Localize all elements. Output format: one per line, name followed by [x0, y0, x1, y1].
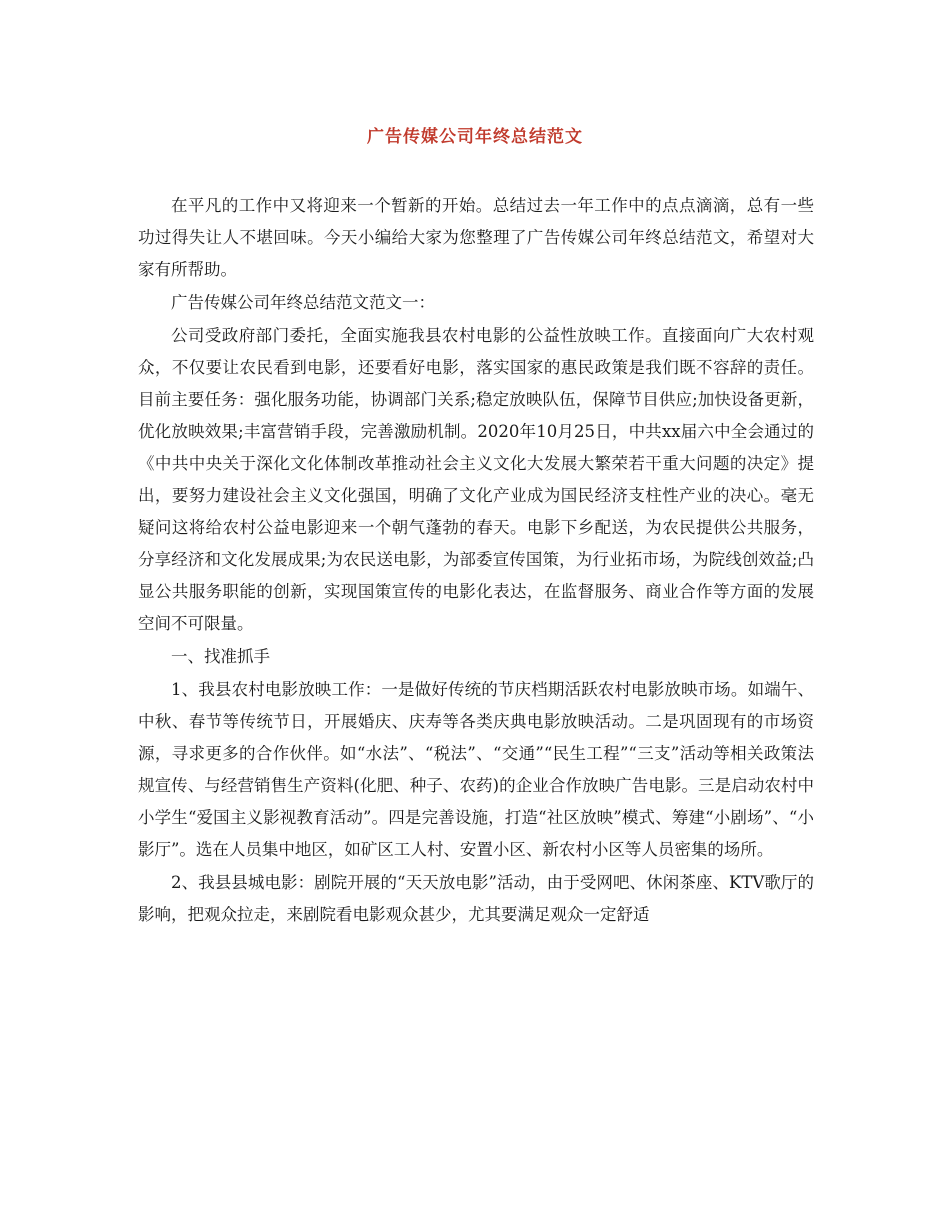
- paragraph-county: 2、我县县城电影：剧院开展的“天天放电影”活动，由于受网吧、休闲茶座、KTV歌厅的影响，把观众拉走，来剧院看电影观众甚少，尤其要满足观众一定舒适: [138, 873, 814, 924]
- paragraph-main: 公司受政府部门委托，全面实施我县农村电影的公益性放映工作。直接面向广大农村观众，不仅要让农民看到电影，还要看好电影，落实国家的惠民政策是我们既不容辞的责任。目前主要任务：强化服务功能，协调部门关系;稳定放映队伍，保障节目供应;加快设备更新，优化放映效果;丰富营销手段，完善激励机制。2020年10月25日，中共xx届六中全会通过的《中共中央关于深化文化体制改革推动社会主义文化大发展大繁荣若干重大问题的决定》提出，要努力建设社会主义文化强国，明确了文化产业成为国民经济支柱性产业的决心。毫无疑问这将给农村公益电影迎来一个朝气蓬勃的春天。电影下乡配送，为农民提供公共服务，分享经济和文化发展成果;为农民送电影，为部委宣传国策，为行业拓市场，为院线创效益;凸显公共服务职能的创新，实现国策宣传的电影化表达，在监督服务、商业合作等方面的发展空间不可限量。: [138, 326, 814, 633]
- paragraph-rural: 1、我县农村电影放映工作：一是做好传统的节庆档期活跃农村电影放映市场。如端午、中秋、春节等传统节日，开展婚庆、庆寿等各类庆典电影放映活动。二是巩固现有的市场资源，寻求更多的合作伙伴。如“水法”、“税法”、“交通”“民生工程”“三支”活动等相关政策法规宣传、与经营销售生产资料(化肥、种子、农药)的企业合作放映广告电影。三是启动农村中小学生“爱国主义影视教育活动”。四是完善设施，打造“社区放映”模式、筹建“小剧场”、“小影厅”。选在人员集中地区，如矿区工人村、安置小区、新农村小区等人员密集的场所。: [138, 680, 814, 859]
- paragraph-intro: 在平凡的工作中又将迎来一个暂新的开始。总结过去一年工作中的点点滴滴，总有一些功过得失让人不堪回味。今天小编给大家为您整理了广告传媒公司年终总结范文，希望对大家有所帮助。: [138, 196, 814, 279]
- section-heading: 一、找准抓手: [171, 647, 270, 666]
- document-body: [138, 190, 814, 932]
- document-title: 广告传媒公司年终总结范文: [367, 127, 583, 147]
- paragraph-subtitle: 广告传媒公司年终总结范文范文一：: [171, 293, 435, 312]
